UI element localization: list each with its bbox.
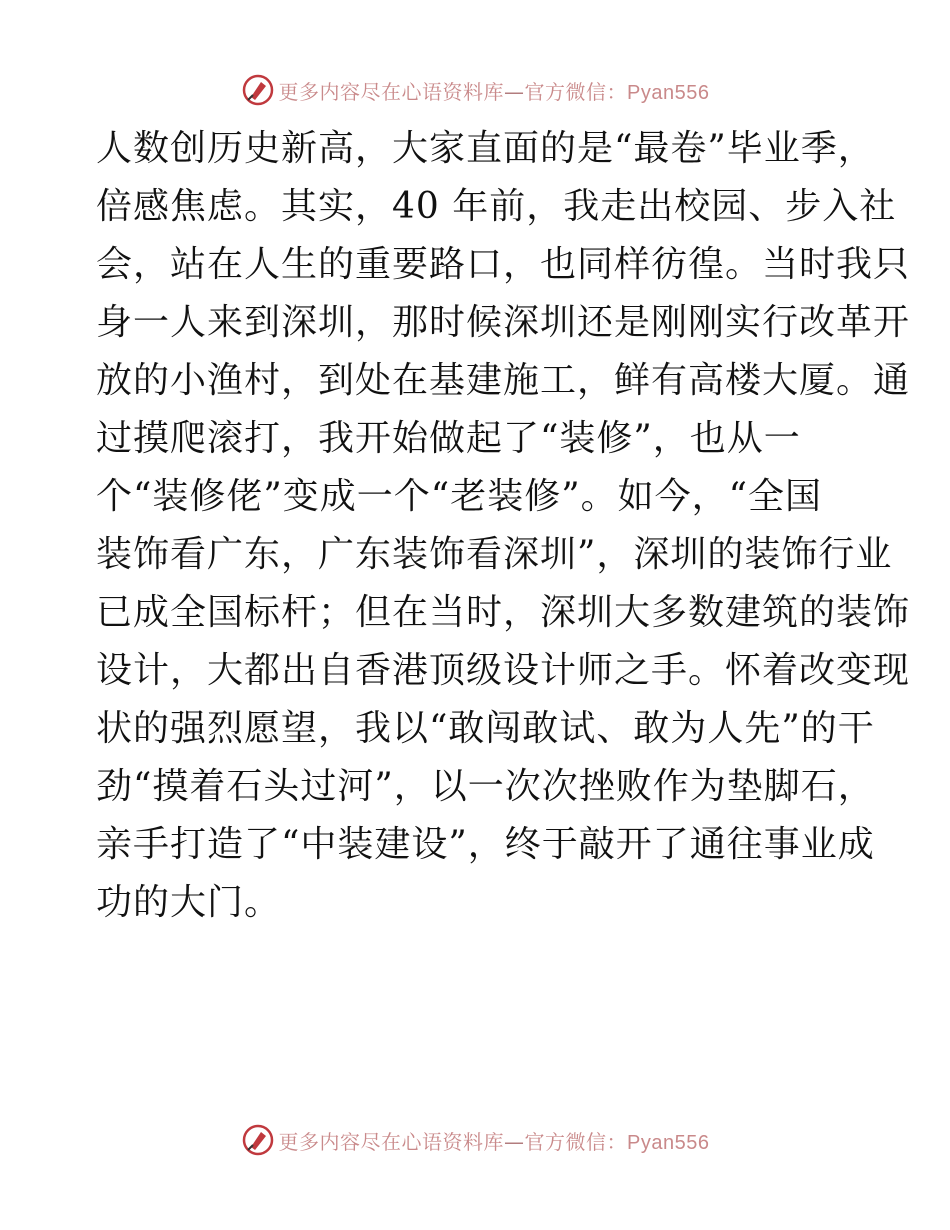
body-line: 设计，大都出自香港顶级设计师之手。怀着改变现 bbox=[96, 650, 911, 691]
body-line: 过摸爬滚打，我开始做起了“装修”，也从一 bbox=[96, 418, 801, 459]
footer-text bbox=[279, 1126, 710, 1155]
body-line: 功的大门。 bbox=[96, 882, 282, 923]
footer-wechat-id: Pyan556 bbox=[627, 1131, 710, 1154]
body-paragraph bbox=[96, 120, 911, 932]
body-line: 个“装修佬”变成一个“老装修”。如今，“全国 bbox=[96, 476, 823, 517]
footer-separator: — bbox=[504, 1129, 525, 1154]
body-line: 劲“摸着石头过河”，以一次次挫败作为垫脚石， bbox=[96, 766, 875, 807]
footer-banner bbox=[0, 1120, 950, 1160]
header-wechat-id: Pyan556 bbox=[627, 81, 710, 104]
header-text bbox=[279, 76, 710, 105]
body-line: 状的强烈愿望，我以“敢闯敢试、敢为人先”的干 bbox=[96, 708, 875, 749]
pen-nib-circle-icon bbox=[241, 73, 275, 107]
header-wechat-label: 官方微信： bbox=[524, 79, 628, 104]
body-line: 会，站在人生的重要路口，也同样彷徨。当时我只 bbox=[96, 244, 911, 285]
body-line: 亲手打造了“中装建设”，终于敲开了通往事业成 bbox=[96, 824, 875, 865]
header-site-text: 更多内容尽在心语资料库 bbox=[278, 79, 505, 104]
body-line: 已成全国标杆；但在当时，深圳大多数建筑的装饰 bbox=[96, 592, 911, 633]
footer-site-text: 更多内容尽在心语资料库 bbox=[278, 1129, 505, 1154]
body-line: 放的小渔村，到处在基建施工，鲜有高楼大厦。通 bbox=[96, 360, 911, 401]
header-separator: — bbox=[504, 79, 525, 104]
pen-nib-circle-icon bbox=[241, 1123, 275, 1157]
footer-wechat-label: 官方微信： bbox=[524, 1129, 628, 1154]
header-banner bbox=[0, 70, 950, 110]
body-line: 人数创历史新高，大家直面的是“最卷”毕业季， bbox=[96, 128, 875, 169]
body-line: 身一人来到深圳，那时候深圳还是刚刚实行改革开 bbox=[96, 302, 911, 343]
body-line: 装饰看广东，广东装饰看深圳”，深圳的装饰行业 bbox=[96, 534, 893, 575]
body-line: 倍感焦虑。其实，40 年前，我走出校园、步入社 bbox=[96, 186, 897, 227]
